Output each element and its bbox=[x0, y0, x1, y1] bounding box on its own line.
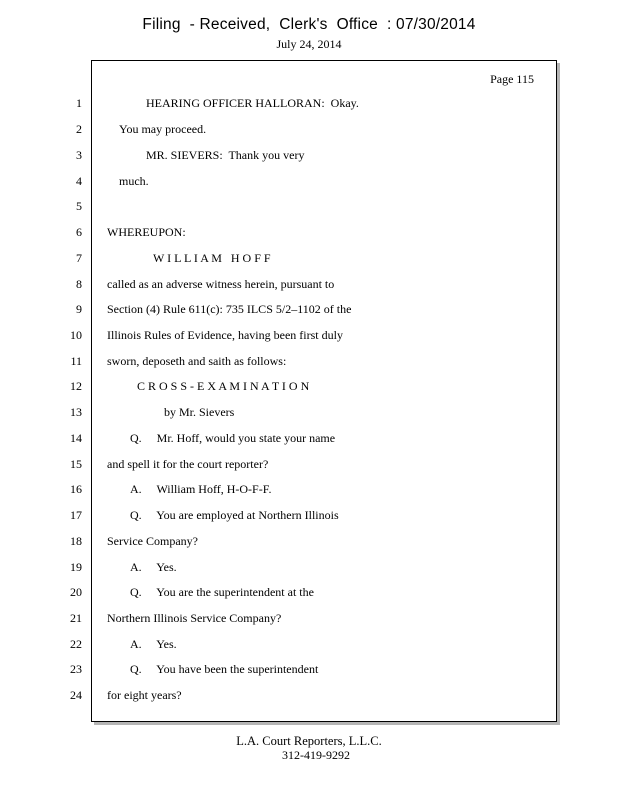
line-number: 15 bbox=[70, 457, 82, 471]
reporter-company: L.A. Court Reporters, L.L.C. bbox=[236, 734, 382, 748]
line-number: 7 bbox=[76, 251, 82, 265]
line-number: 20 bbox=[70, 585, 82, 599]
reporter-phone: 312-419-9292 bbox=[282, 748, 350, 762]
line-number: 19 bbox=[70, 560, 82, 574]
transcript-line: Illinois Rules of Evidence, having been first duly bbox=[107, 328, 343, 342]
line-number: 17 bbox=[70, 508, 82, 522]
filing-stamp: Filing - Received, Clerk's Office : 07/30/2014 bbox=[142, 16, 476, 33]
line-number: 2 bbox=[76, 122, 82, 136]
line-number: 24 bbox=[70, 688, 82, 702]
witness-name: W I L L I A M H O F F bbox=[153, 251, 271, 265]
line-number: 12 bbox=[70, 379, 82, 393]
line-number: 3 bbox=[76, 148, 82, 162]
line-number: 18 bbox=[70, 534, 82, 548]
transcript-line: by Mr. Sievers bbox=[164, 405, 235, 419]
question-line: Q. You are the superintendent at the bbox=[130, 585, 314, 599]
line-number: 16 bbox=[70, 482, 82, 496]
transcript-line: WHEREUPON: bbox=[107, 225, 186, 239]
answer-line: A. William Hoff, H-O-F-F. bbox=[130, 482, 272, 496]
transcript-line: Service Company? bbox=[107, 534, 198, 548]
transcript-line: You may proceed. bbox=[119, 122, 207, 136]
transcript-line: Northern Illinois Service Company? bbox=[107, 611, 282, 625]
page-number: Page 115 bbox=[490, 72, 534, 86]
line-number: 8 bbox=[76, 277, 82, 291]
line-number: 23 bbox=[70, 662, 82, 676]
line-number: 14 bbox=[70, 431, 82, 445]
question-line: Q. You are employed at Northern Illinois bbox=[130, 508, 339, 522]
transcript-line: Section (4) Rule 611(c): 735 ILCS 5/2–1102 of the bbox=[107, 302, 352, 316]
line-number: 5 bbox=[76, 199, 82, 213]
transcript-line: sworn, deposeth and saith as follows: bbox=[107, 354, 287, 368]
question-line: Q. Mr. Hoff, would you state your name bbox=[130, 431, 336, 445]
line-number: 9 bbox=[76, 302, 82, 316]
transcript-line: called as an adverse witness herein, pursuant to bbox=[107, 277, 335, 291]
line-number: 22 bbox=[70, 637, 82, 651]
line-number: 1 bbox=[76, 96, 82, 110]
line-number: 13 bbox=[70, 405, 82, 419]
transcript-line: MR. SIEVERS: Thank you very bbox=[146, 148, 305, 162]
transcript-line: and spell it for the court reporter? bbox=[107, 457, 269, 471]
transcript-line: much. bbox=[119, 174, 149, 188]
line-number: 6 bbox=[76, 225, 82, 239]
hearing-date: July 24, 2014 bbox=[276, 37, 342, 51]
question-line: Q. You have been the superintendent bbox=[130, 662, 319, 676]
section-heading: C R O S S - E X A M I N A T I O N bbox=[137, 379, 310, 393]
answer-line: A. Yes. bbox=[130, 560, 177, 574]
answer-line: A. Yes. bbox=[130, 637, 177, 651]
line-number: 4 bbox=[76, 174, 82, 188]
line-number: 11 bbox=[70, 354, 82, 368]
transcript-line: for eight years? bbox=[107, 688, 182, 702]
transcript-line: HEARING OFFICER HALLORAN: Okay. bbox=[146, 96, 359, 110]
line-number: 10 bbox=[70, 328, 82, 342]
line-number: 21 bbox=[70, 611, 82, 625]
